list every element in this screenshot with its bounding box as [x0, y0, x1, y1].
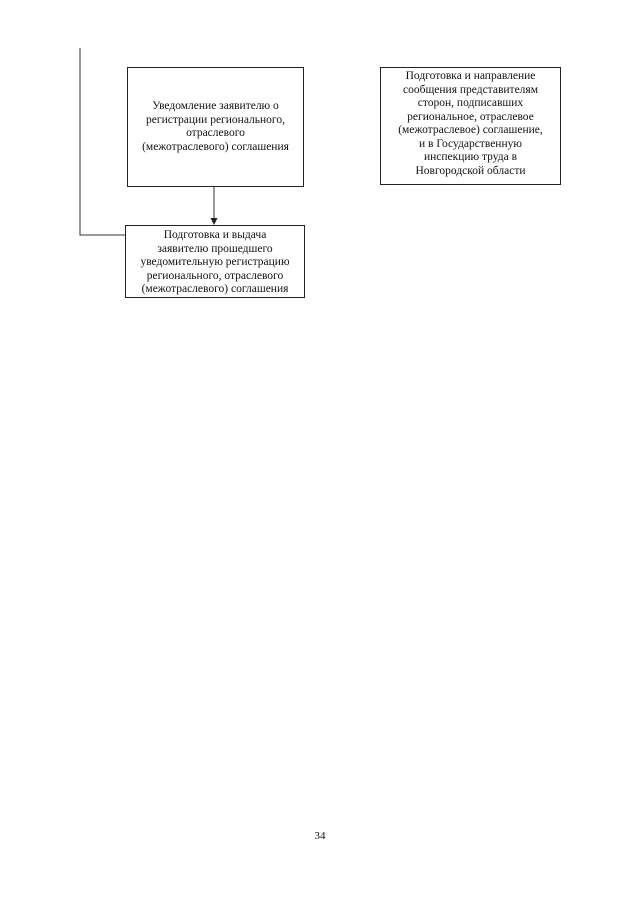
notify-applicant-text: Уведомление заявителю о регистрации регионального, отраслевого (межотраслевого) соглашения	[142, 100, 289, 153]
page-number: 34	[314, 830, 326, 842]
send-message-text: Подготовка и направление сообщения представителям сторон, подписавших региональное, отраслевое (межотраслевое) соглашение, и в Государственную инспекцию труда в Новгородской области	[398, 70, 543, 177]
notify-applicant-box	[127, 67, 304, 187]
down-arrow-head	[211, 218, 218, 225]
issue-agreement-box	[125, 225, 305, 298]
left-connector-line	[80, 48, 125, 235]
send-message-box	[380, 67, 561, 185]
issue-agreement-text: Подготовка и выдача заявителю прошедшего уведомительную регистрацию регионального, отраслевого (межотраслевого) соглашения	[140, 229, 290, 295]
